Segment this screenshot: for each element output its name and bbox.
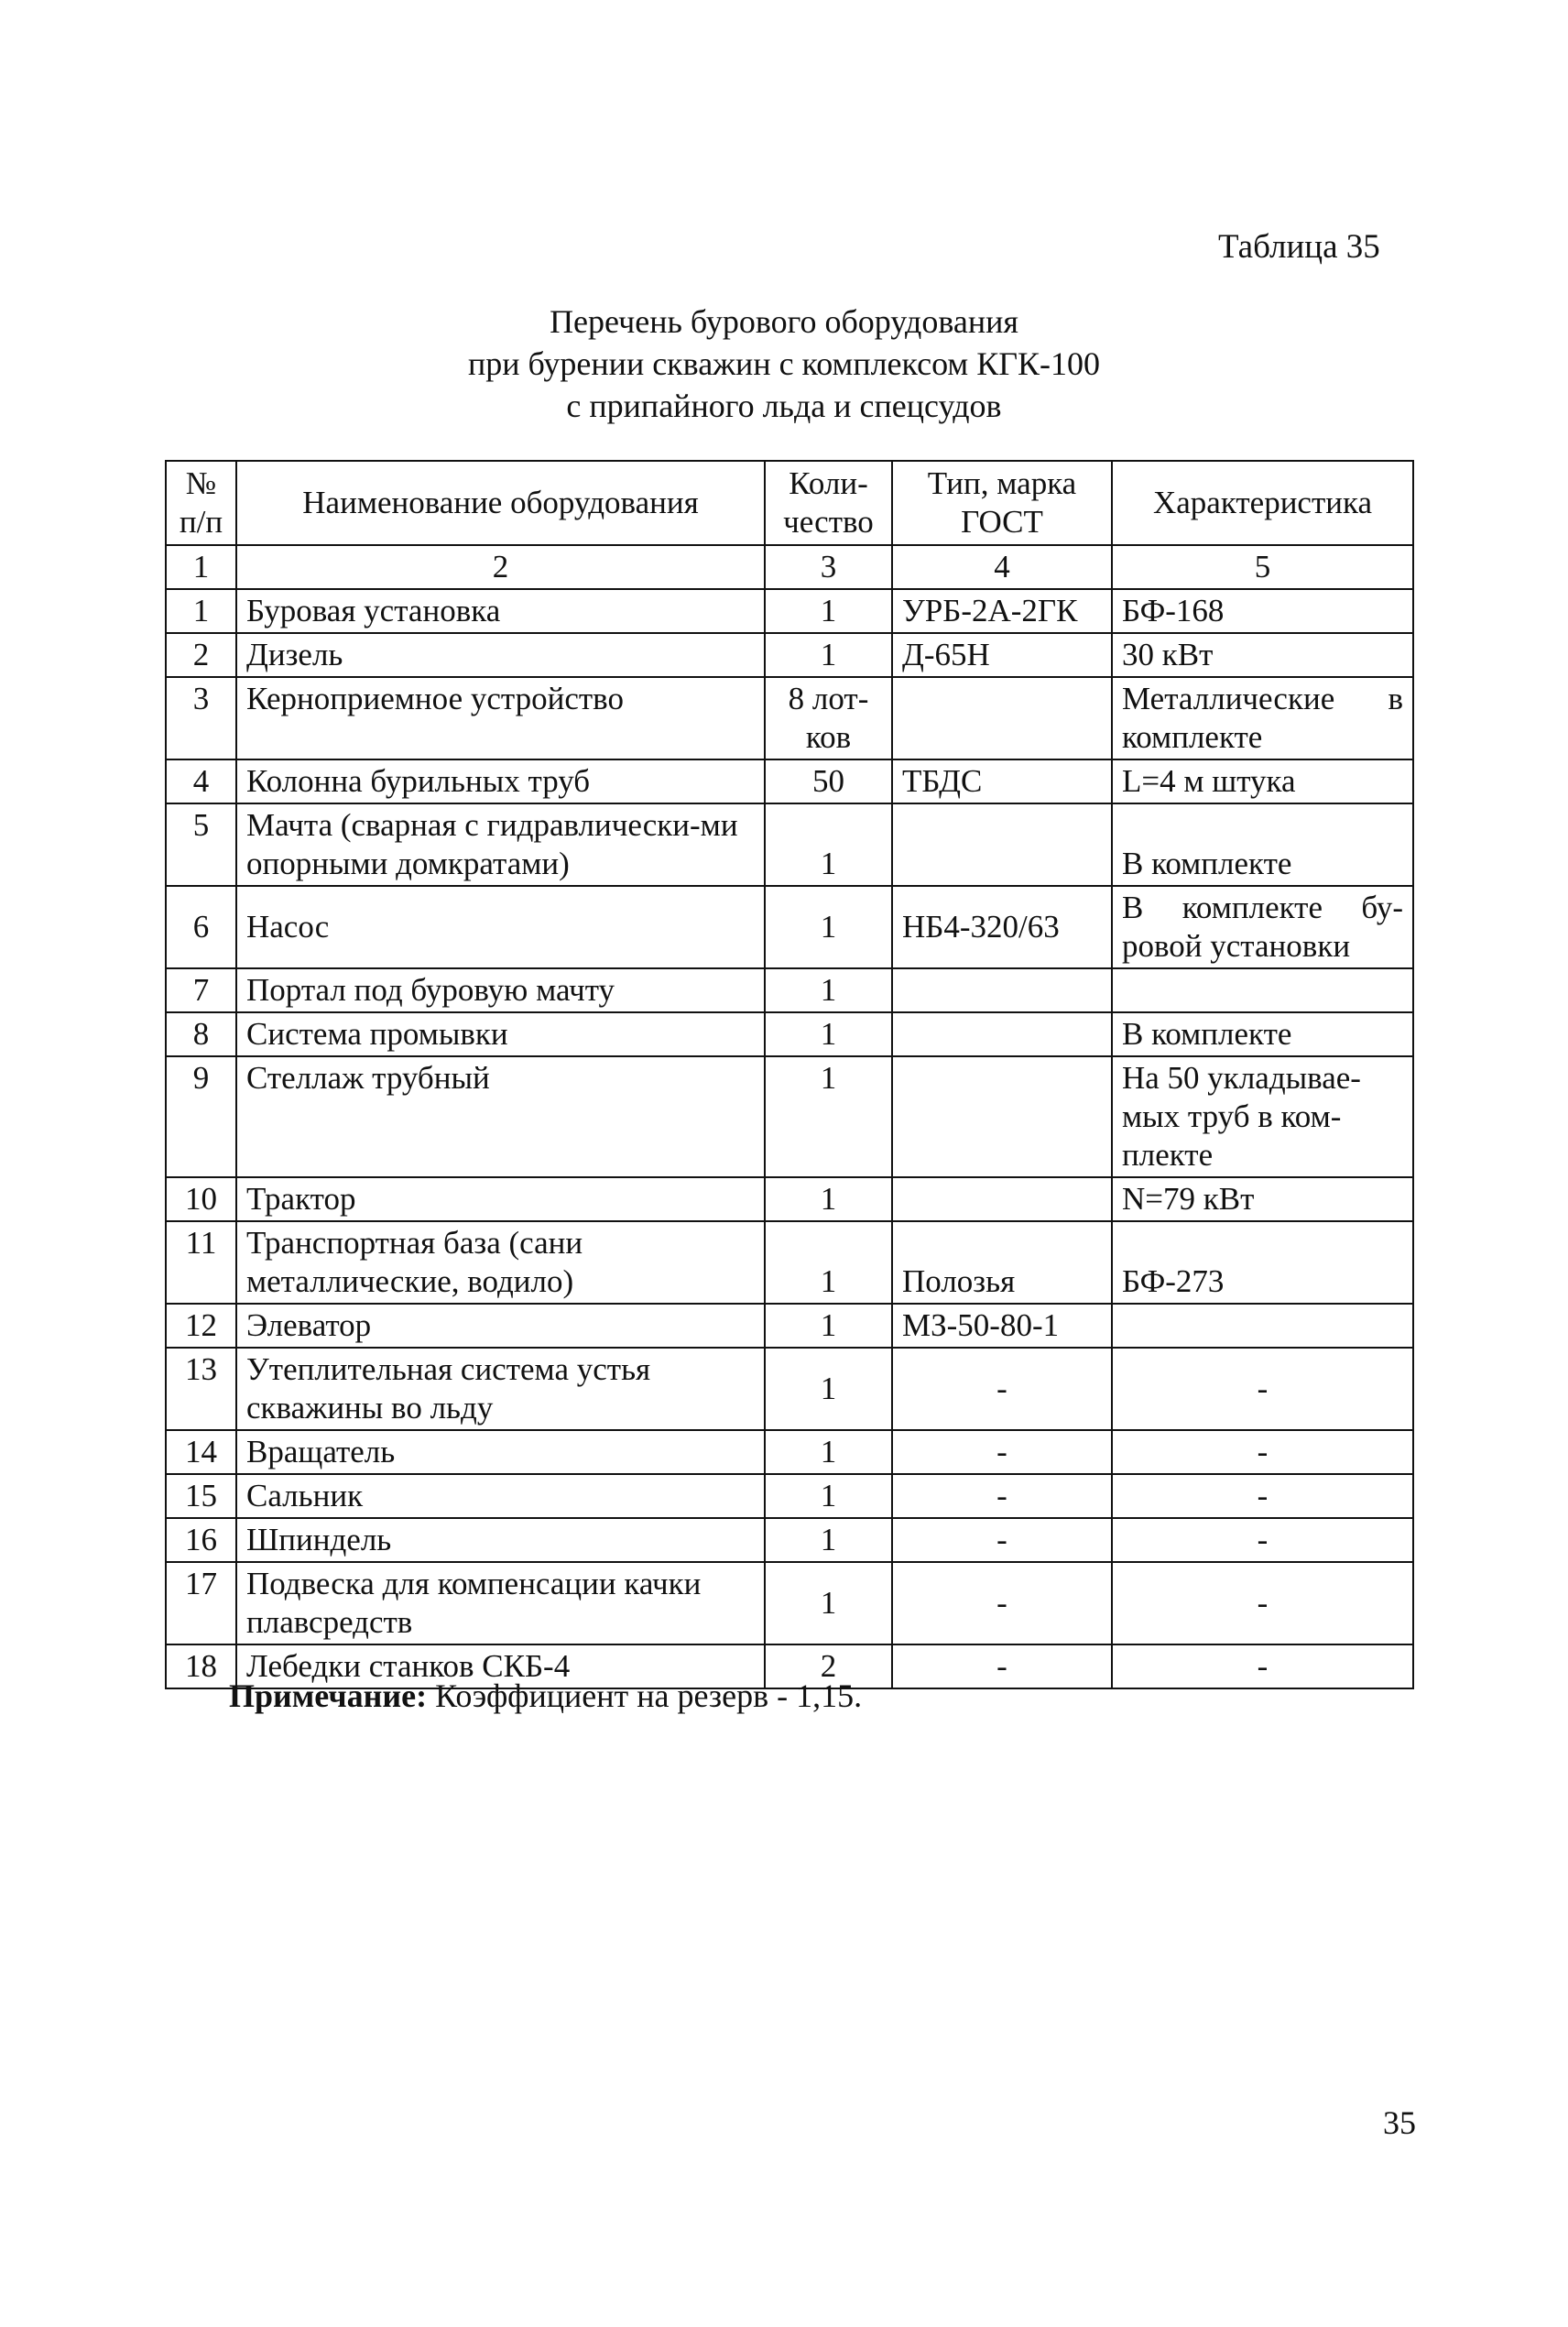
row-type: МЗ-50-80-1 xyxy=(892,1304,1112,1348)
row-type: - xyxy=(892,1518,1112,1562)
row-type xyxy=(892,677,1112,759)
row-name: Буровая установка xyxy=(236,589,765,633)
row-num: 6 xyxy=(166,886,236,968)
row-name: Колонна бурильных труб xyxy=(236,759,765,803)
row-qty: 1 xyxy=(765,1177,892,1221)
row-qty: 2 xyxy=(765,1644,892,1688)
row-num: 16 xyxy=(166,1518,236,1562)
title-line-2: при бурении скважин с комплексом КГК-100 xyxy=(467,345,1101,382)
row-num: 7 xyxy=(166,968,236,1012)
row-type: ТБДС xyxy=(892,759,1112,803)
row-qty: 1 xyxy=(765,1056,892,1177)
table-row xyxy=(166,633,1413,677)
row-type: НБ4-320/63 xyxy=(892,886,1112,968)
row-qty: 1 xyxy=(765,1304,892,1348)
row-char: В комплекте бу-ровой установки xyxy=(1112,886,1413,968)
table-row xyxy=(166,968,1413,1012)
row-qty: 1 xyxy=(765,589,892,633)
table-row xyxy=(166,1221,1413,1304)
row-qty: 1 xyxy=(765,803,892,886)
row-name: Портал под буровую мачту xyxy=(236,968,765,1012)
row-char: - xyxy=(1112,1474,1413,1518)
header-num: № п/п xyxy=(166,461,236,545)
row-char: L=4 м штука xyxy=(1112,759,1413,803)
row-name: Вращатель xyxy=(236,1430,765,1474)
row-type xyxy=(892,1056,1112,1177)
row-char: - xyxy=(1112,1644,1413,1688)
row-type: - xyxy=(892,1474,1112,1518)
row-char: В комплекте xyxy=(1112,803,1413,886)
row-name: Насос xyxy=(236,886,765,968)
row-type xyxy=(892,968,1112,1012)
title-line-3: с припайного льда и спецсудов xyxy=(566,388,1002,424)
row-char xyxy=(1112,1304,1413,1348)
row-num: 11 xyxy=(166,1221,236,1304)
column-number: 4 xyxy=(892,545,1112,589)
row-name: Мачта (сварная с гидравлически-ми опорными домкратами) xyxy=(236,803,765,886)
row-qty: 8 лот-ков xyxy=(765,677,892,759)
page-number: 35 xyxy=(1383,2104,1416,2141)
row-type: УРБ-2А-2ГК xyxy=(892,589,1112,633)
table-label: Таблица 35 xyxy=(1218,228,1380,266)
row-num: 3 xyxy=(166,677,236,759)
row-char: - xyxy=(1112,1518,1413,1562)
row-type: Д-65Н xyxy=(892,633,1112,677)
table-row xyxy=(166,1304,1413,1348)
row-name: Шпиндель xyxy=(236,1518,765,1562)
table-row xyxy=(166,886,1413,968)
column-number: 1 xyxy=(166,545,236,589)
row-char: БФ-273 xyxy=(1112,1221,1413,1304)
table-row xyxy=(166,1177,1413,1221)
row-qty: 1 xyxy=(765,968,892,1012)
row-name: Дизель xyxy=(236,633,765,677)
row-num: 15 xyxy=(166,1474,236,1518)
row-type xyxy=(892,1177,1112,1221)
row-name: Стеллаж трубный xyxy=(236,1056,765,1177)
row-qty: 1 xyxy=(765,633,892,677)
column-number: 5 xyxy=(1112,545,1413,589)
table-row xyxy=(166,1056,1413,1177)
row-name: Сальник xyxy=(236,1474,765,1518)
row-char: Металлические в комплекте xyxy=(1112,677,1413,759)
note-text: Коэффициент на резерв - 1,15. xyxy=(435,1677,863,1714)
row-num: 2 xyxy=(166,633,236,677)
row-name: Утеплительная система устья скважины во льду xyxy=(236,1348,765,1430)
row-name: Транспортная база (сани металлические, водило) xyxy=(236,1221,765,1304)
row-type: - xyxy=(892,1430,1112,1474)
row-qty: 1 xyxy=(765,1474,892,1518)
row-num: 10 xyxy=(166,1177,236,1221)
row-qty: 1 xyxy=(765,1012,892,1056)
table-title xyxy=(275,300,1293,427)
column-number: 2 xyxy=(236,545,765,589)
row-type: - xyxy=(892,1644,1112,1688)
row-num: 12 xyxy=(166,1304,236,1348)
row-name: Трактор xyxy=(236,1177,765,1221)
row-char: БФ-168 xyxy=(1112,589,1413,633)
header-qty: Коли-чество xyxy=(765,461,892,545)
row-name: Лебедки станков СКБ-4 xyxy=(236,1644,765,1688)
table-row xyxy=(166,1562,1413,1644)
row-char: - xyxy=(1112,1348,1413,1430)
table-note xyxy=(229,1677,862,1715)
equipment-table xyxy=(165,460,1414,1689)
row-char: - xyxy=(1112,1430,1413,1474)
table-row xyxy=(166,1012,1413,1056)
column-number-row xyxy=(166,545,1413,589)
row-char xyxy=(1112,968,1413,1012)
row-qty: 1 xyxy=(765,1221,892,1304)
row-num: 4 xyxy=(166,759,236,803)
row-qty: 1 xyxy=(765,1348,892,1430)
row-type: Полозья xyxy=(892,1221,1112,1304)
row-char: - xyxy=(1112,1562,1413,1644)
header-type: Тип, марка ГОСТ xyxy=(892,461,1112,545)
title-line-1: Перечень бурового оборудования xyxy=(550,303,1018,340)
header-name: Наименование оборудования xyxy=(236,461,765,545)
table-row xyxy=(166,1430,1413,1474)
note-label: Примечание: xyxy=(229,1677,428,1714)
row-num: 17 xyxy=(166,1562,236,1644)
row-num: 14 xyxy=(166,1430,236,1474)
column-number: 3 xyxy=(765,545,892,589)
row-type: - xyxy=(892,1562,1112,1644)
table-row xyxy=(166,589,1413,633)
table-row xyxy=(166,1474,1413,1518)
row-num: 8 xyxy=(166,1012,236,1056)
row-qty: 1 xyxy=(765,1518,892,1562)
row-num: 1 xyxy=(166,589,236,633)
row-num: 9 xyxy=(166,1056,236,1177)
row-name: Подвеска для компенсации качки плавсредств xyxy=(236,1562,765,1644)
row-qty: 50 xyxy=(765,759,892,803)
table-row xyxy=(166,759,1413,803)
header-row xyxy=(166,461,1413,545)
row-type xyxy=(892,1012,1112,1056)
row-name: Элеватор xyxy=(236,1304,765,1348)
header-char: Характеристика xyxy=(1112,461,1413,545)
table-row xyxy=(166,803,1413,886)
row-name: Система промывки xyxy=(236,1012,765,1056)
row-num: 13 xyxy=(166,1348,236,1430)
table-row xyxy=(166,677,1413,759)
row-qty: 1 xyxy=(765,1562,892,1644)
row-qty: 1 xyxy=(765,886,892,968)
row-char: N=79 кВт xyxy=(1112,1177,1413,1221)
row-qty: 1 xyxy=(765,1430,892,1474)
row-num: 18 xyxy=(166,1644,236,1688)
row-char: 30 кВт xyxy=(1112,633,1413,677)
row-name: Керноприемное устройство xyxy=(236,677,765,759)
row-char: На 50 укладывае-мых труб в ком-плекте xyxy=(1112,1056,1413,1177)
row-num: 5 xyxy=(166,803,236,886)
row-char: В комплекте xyxy=(1112,1012,1413,1056)
table-row xyxy=(166,1518,1413,1562)
row-type: - xyxy=(892,1348,1112,1430)
table-row xyxy=(166,1348,1413,1430)
row-type xyxy=(892,803,1112,886)
